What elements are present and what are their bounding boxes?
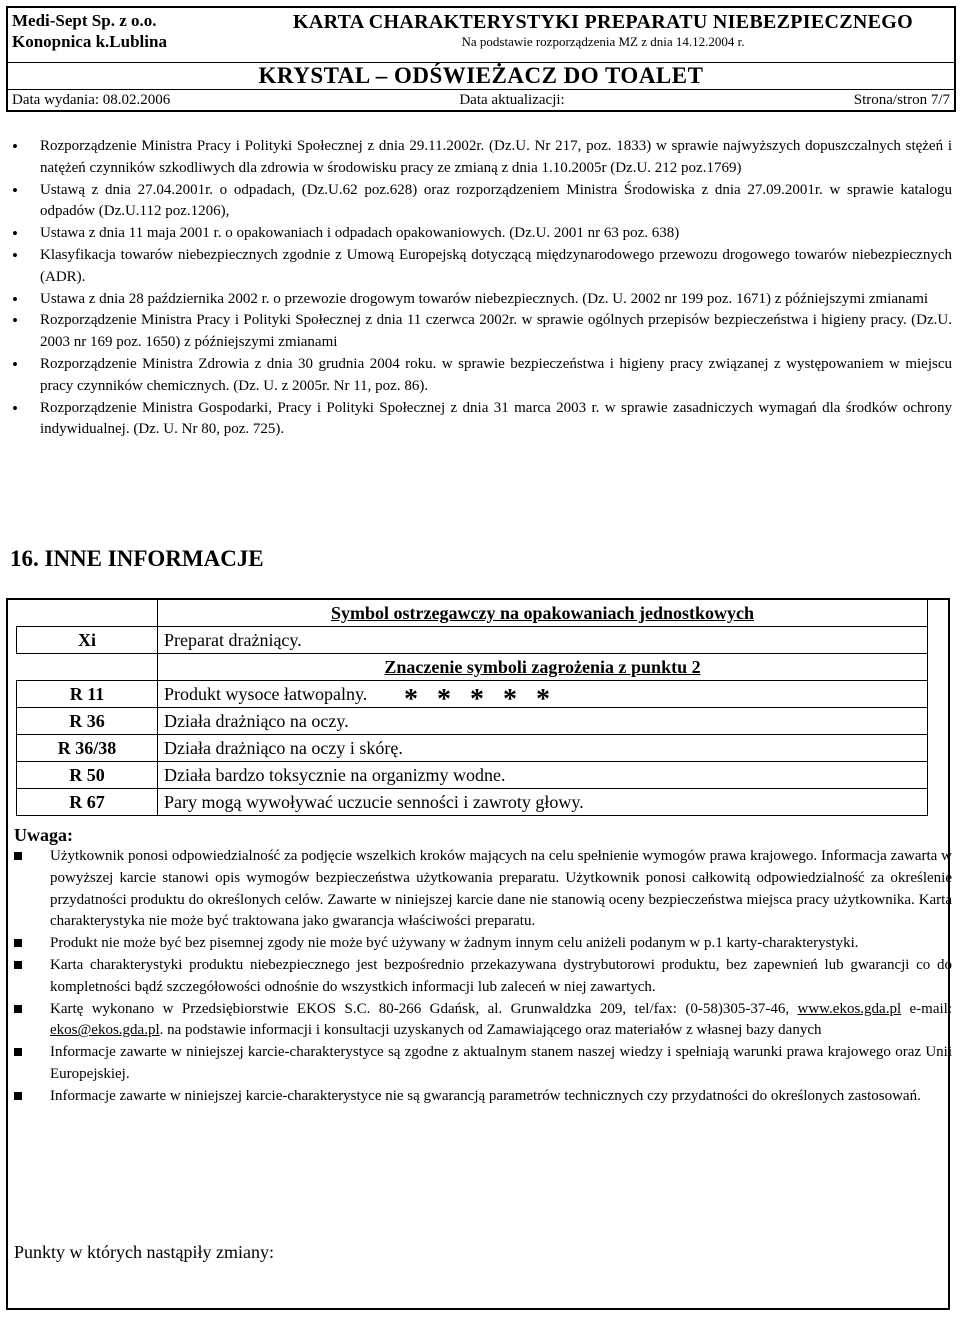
symbol-text: Preparat drażniący. [158,627,928,654]
company-block [8,8,252,62]
title-block [252,8,954,62]
website-link[interactable]: www.ekos.gda.pl [797,1000,902,1017]
list-item [12,999,952,1043]
table-row [17,627,928,654]
list-item: Karta charakterystyki produktu niebezpiecznego jest bezpośrednio przekazywana dystrybutorowi produktu, bez zapewnień lub gwarancji co do kompletności bądź szczegółowości odnośnie do wszystkich informacji lub zaleceń w niej zawartych. [12,955,952,999]
list-item: • Ustawa z dnia 28 października 2002 r. o przewozie drogowym towarów niebezpiecznych. (Dz. U. 2002 nr 199 poz. 1671) z późniejszymi zmianami [10,289,952,311]
risk-text: Pary mogą wywoływać uczucie senności i zawroty głowy. [158,789,928,816]
list-item: • Rozporządzenie Ministra Zdrowia z dnia 30 grudnia 2004 roku. w sprawie bezpieczeństwa i higieny pracy związanej z występowaniem w miejscu pracy czynników chemicznych. (Dz. U. z 2005r. Nr 11, poz. 86). [10,354,952,398]
table-row [17,600,928,627]
header-top-row [8,8,954,63]
list-item: • Ustawą z dnia 27.04.2001r. o odpadach, (Dz.U.62 poz.628) oraz rozporządzeniem Ministra Środowiska z dnia 27.09.2001r. w sprawie katalogu odpadów (Dz.U.112 poz.1206), [10,180,952,224]
notes-list [12,846,952,1108]
end-marker: * * * * * [404,684,556,715]
risk-text: Produkt wysoce łatwopalny. [158,681,928,708]
risk-text: Działa bardzo toksycznie na organizmy wodne. [158,762,928,789]
risk-phrases-header: Znaczenie symboli zagrożenia z punktu 2 [158,654,928,681]
page-number: Strona/stron 7/7 [853,92,950,108]
document-header [6,6,956,112]
risk-text: Działa drażniąco na oczy. [158,708,928,735]
risk-text: Działa drażniąco na oczy i skórę. [158,735,928,762]
document-title: KARTA CHARAKTERYSTYKI PREPARATU NIEBEZPIECZNEGO [293,11,913,33]
list-item: • Rozporządzenie Ministra Pracy i Polityki Społecznej z dnia 11 czerwca 2002r. w sprawie ogólnych przepisów bezpieczeństwa i higieny pracy. (Dz.U. 2003 nr 169 poz. 1650) z późniejszymi zmianami [10,310,952,354]
list-item: Informacje zawarte w niniejszej karcie-charakterystyce nie są gwarancją parametrów technicznych czy przydatności do określonych zastosowań. [12,1086,952,1108]
risk-code: R 67 [17,789,158,816]
risk-code: R 11 [17,681,158,708]
email-link[interactable]: ekos@ekos.gda.pl [50,1022,160,1039]
list-item: • Rozporządzenie Ministra Pracy i Polityki Społecznej z dnia 29.11.2002r. (Dz.U. Nr 217, poz. 1833) w sprawie najwyższych dopuszczalnych stężeń i natężeń czynników szkodliwych dla zdrowia w środowisku pracy ze zmianą z dnia 1.10.2005r (Dz.U. 212 poz.1769) [10,136,952,180]
list-item: • Rozporządzenie Ministra Gospodarki, Pracy i Polityki Społecznej z dnia 31 marca 2003 r. w sprawie zasadniczych wymagań dla środków ochrony indywidualnej. (Dz. U. Nr 80, poz. 725). [10,398,952,442]
update-date: Data aktualizacji: [459,92,565,108]
company-name: Medi-Sept Sp. z o.o. [12,11,157,30]
table-row [17,654,928,681]
company-location: Konopnica k.Lublina [12,32,167,51]
note-label: Uwaga: [14,825,73,845]
list-item: • Ustawa z dnia 11 maja 2001 r. o opakowaniach i odpadach opakowaniowych. (Dz.U. 2001 nr 63 poz. 638) [10,223,952,245]
list-item: Produkt nie może być bez pisemnej zgody nie może być używany w żadnym innym celu aniżeli podanym w p.1 karty-charakterystyki. [12,933,952,955]
risk-code: R 36 [17,708,158,735]
section-title: 16. INNE INFORMACJE [10,546,264,571]
ekos-note-tail: . na podstawie informacji i konsultacji uzyskanych od Zamawiającego oraz materiałów z własnej bazy danych [159,1022,822,1039]
list-item: • Klasyfikacja towarów niebezpiecznych zgodnie z Umową Europejską dotyczącą międzynarodowego przewozu drogowego towarów niebezpiecznych (ADR). [10,245,952,289]
symbol-code: Xi [17,627,158,654]
ekos-note-text: Kartę wykonano w Przedsiębiorstwie EKOS S.C. 80-266 Gdańsk, al. Grunwaldzka 209, tel/fax: (0-58)305-37-46, [50,1000,798,1017]
table-row [17,762,928,789]
warning-symbol-header: Symbol ostrzegawczy na opakowaniach jednostkowych [158,600,928,627]
list-item: Informacje zawarte w niniejszej karcie-charakterystyce są zgodne z aktualnym stanem naszej wiedzy i spełniają warunki prawa krajowego oraz Unii Europejskiej. [12,1042,952,1086]
product-name: KRYSTAL – ODŚWIEŻACZ DO TOALET [8,63,954,90]
table-row [17,735,928,762]
header-dates-row [8,90,954,110]
issue-date: Data wydania: 08.02.2006 [12,92,171,108]
risk-code: R 36/38 [17,735,158,762]
email-label: e-mail: [901,1000,952,1017]
list-item: Użytkownik ponosi odpowiedzialność za podjęcie wszelkich kroków mających na celu spełnienie wymogów prawa krajowego. Informacja zawarta w powyższej karcie stanowi opis wymogów bezpieczeństwa użytkowania preparatu. Użytkownik ponosi całkowitą odpowiedzialność za określenie przydatności produktu do określonych celów. Zawarte w niniejszej karcie dane nie stanowią oceny bezpieczeństwa miejsca pracy użytkownika. Karta charakterystyka nie może być traktowana jako gwarancja właściwości preparatu. [12,846,952,933]
legal-basis: Na podstawie rozporządzenia MZ z dnia 14.12.2004 r. [461,34,745,49]
regulations-list [10,136,952,441]
table-row [17,789,928,816]
risk-code: R 50 [17,762,158,789]
changes-label: Punkty w których nastąpiły zmiany: [14,1242,274,1262]
